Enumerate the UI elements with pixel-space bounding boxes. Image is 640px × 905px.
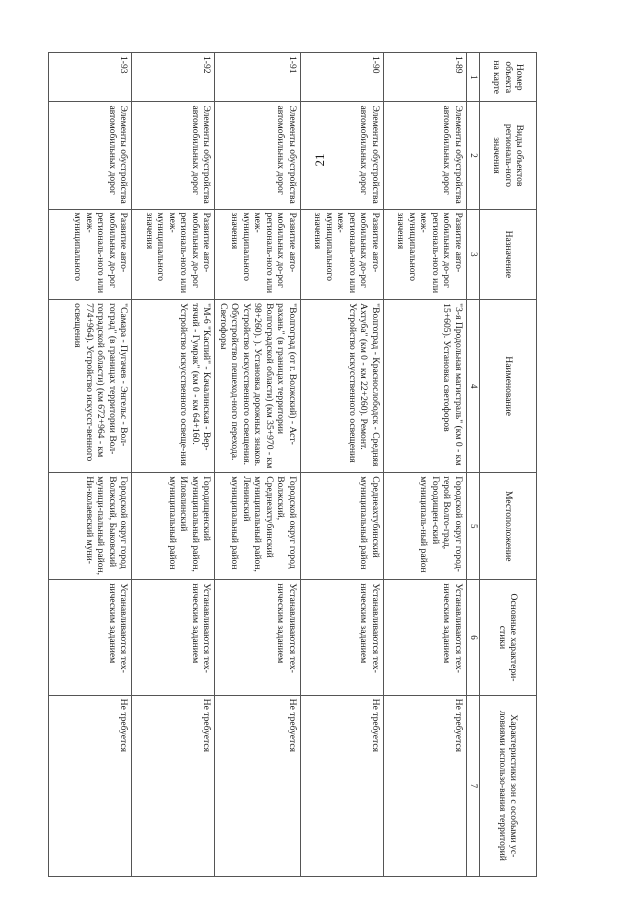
cell-name: "Самара - Пугачев - Энгельс - Вол-гоград" (в границах территории Вол-гоградской области) (км 672+964 - км 774+964). Устройство искусст-венного освещения [49,300,132,473]
cell-location: Городской округ город-герой Волго-град, Городищен-ский муниципаль-ный район [384,473,467,580]
cell-number: 1-89 [384,53,467,102]
header-zones: Характеристики зон с особыми ус-ловиями использо-вания территорий [480,695,537,876]
cell-zones: Не требуется [132,695,215,876]
cell-number: 1-92 [132,53,215,102]
cell-location: Городищенский муниципальный район, Иловлинский муниципальный район [132,473,215,580]
cell-zones: Не требуется [301,695,384,876]
cell-type: Элементы обустройства автомобильных дорог [384,102,467,209]
table-row [132,53,215,877]
cell-number: 1-91 [215,53,301,102]
column-number: 3 [467,209,480,300]
table-header-row [480,53,537,877]
column-number: 2 [467,102,480,209]
column-number: 7 [467,695,480,876]
cell-purpose: Развитие авто-мобильных до-рог региональ-ного или меж-муниципального значения [384,209,467,300]
cell-name: "М-6 "Каспий" - Качалинская - Вер-тячий - Гумрак" (км 0 - км 64+160. Устройство искусственного освеще-ния [132,300,215,473]
cell-zones: Не требуется [215,695,301,876]
cell-zones: Не требуется [384,695,467,876]
table-row [215,53,301,877]
cell-name: "3-я Продольная магистраль" (км 0 - км 15+605). Установка светофоров [384,300,467,473]
cell-location: Городской округ город Волжский, Быковский муници-пальный район, Ни-колаевский муни- [49,473,132,580]
column-number: 5 [467,473,480,580]
cell-type: Элементы обустройства автомобильных дорог [49,102,132,209]
cell-zones: Не требуется [49,695,132,876]
header-location: Местоположение [480,473,537,580]
cell-number: 1-93 [49,53,132,102]
header-purpose: Назначение [480,209,537,300]
cell-location: Городской округ город Волжский, Среднеахтубинский муниципальный район, Ленинский муниципальный район [215,473,301,580]
table-row [384,53,467,877]
cell-type: Элементы обустройства автомобильных дорог [132,102,215,209]
cell-name: "Волгоград (от г. Волжский) - Аст-рахань" (в границах территории Волгоградской области) (км 35+970 - км 98+260). ). Установка дорожных знаков. Устройство искусственного освещения. Обустройство пешеход-ного перехода. Светофоры [215,300,301,473]
cell-purpose: Развитие авто-мобильных до-рог региональ-ного или меж-муниципального значения [301,209,384,300]
cell-name: "Волгоград - Краснослободск - Средняя Ахтуба" (км 0 - км 22+260). Ремонт. Устройство искусственного освещения [301,300,384,473]
cell-characteristics: Устанавливаются тех-ническим заданием [301,580,384,695]
cell-purpose: Развитие авто-мобильных до-рог региональ-ного или меж-муниципального значения [215,209,301,300]
rotated-table-container [72,52,537,877]
cell-characteristics: Устанавливаются тех-ническим заданием [49,580,132,695]
table-row [301,53,384,877]
cell-purpose: Развитие авто-мобильных до-рог региональ-ного или меж-муниципального значения [132,209,215,300]
cell-characteristics: Устанавливаются тех-ническим заданием [215,580,301,695]
header-number: Номер объекта на карте [480,53,537,102]
header-name: Наименование [480,300,537,473]
objects-table [49,52,538,877]
cell-number: 1-90 [301,53,384,102]
cell-characteristics: Устанавливаются тех-ническим заданием [384,580,467,695]
column-number-row [467,53,480,877]
table-row [49,53,132,877]
cell-type: Элементы обустройства автомобильных дорог [301,102,384,209]
header-type: Виды объектов региональ-ного значения [480,102,537,209]
cell-characteristics: Устанавливаются тех-ническим заданием [132,580,215,695]
page-number: 21 [312,153,327,167]
header-characteristics: Основные характери-стики [480,580,537,695]
column-number: 6 [467,580,480,695]
cell-location: Среднеахтубинский муниципальный район [301,473,384,580]
column-number: 4 [467,300,480,473]
column-number: 1 [467,53,480,102]
cell-type: Элементы обустройства автомобильных дорог [215,102,301,209]
cell-purpose: Развитие авто-мобильных до-рог региональ-ного или меж-муниципального [49,209,132,300]
